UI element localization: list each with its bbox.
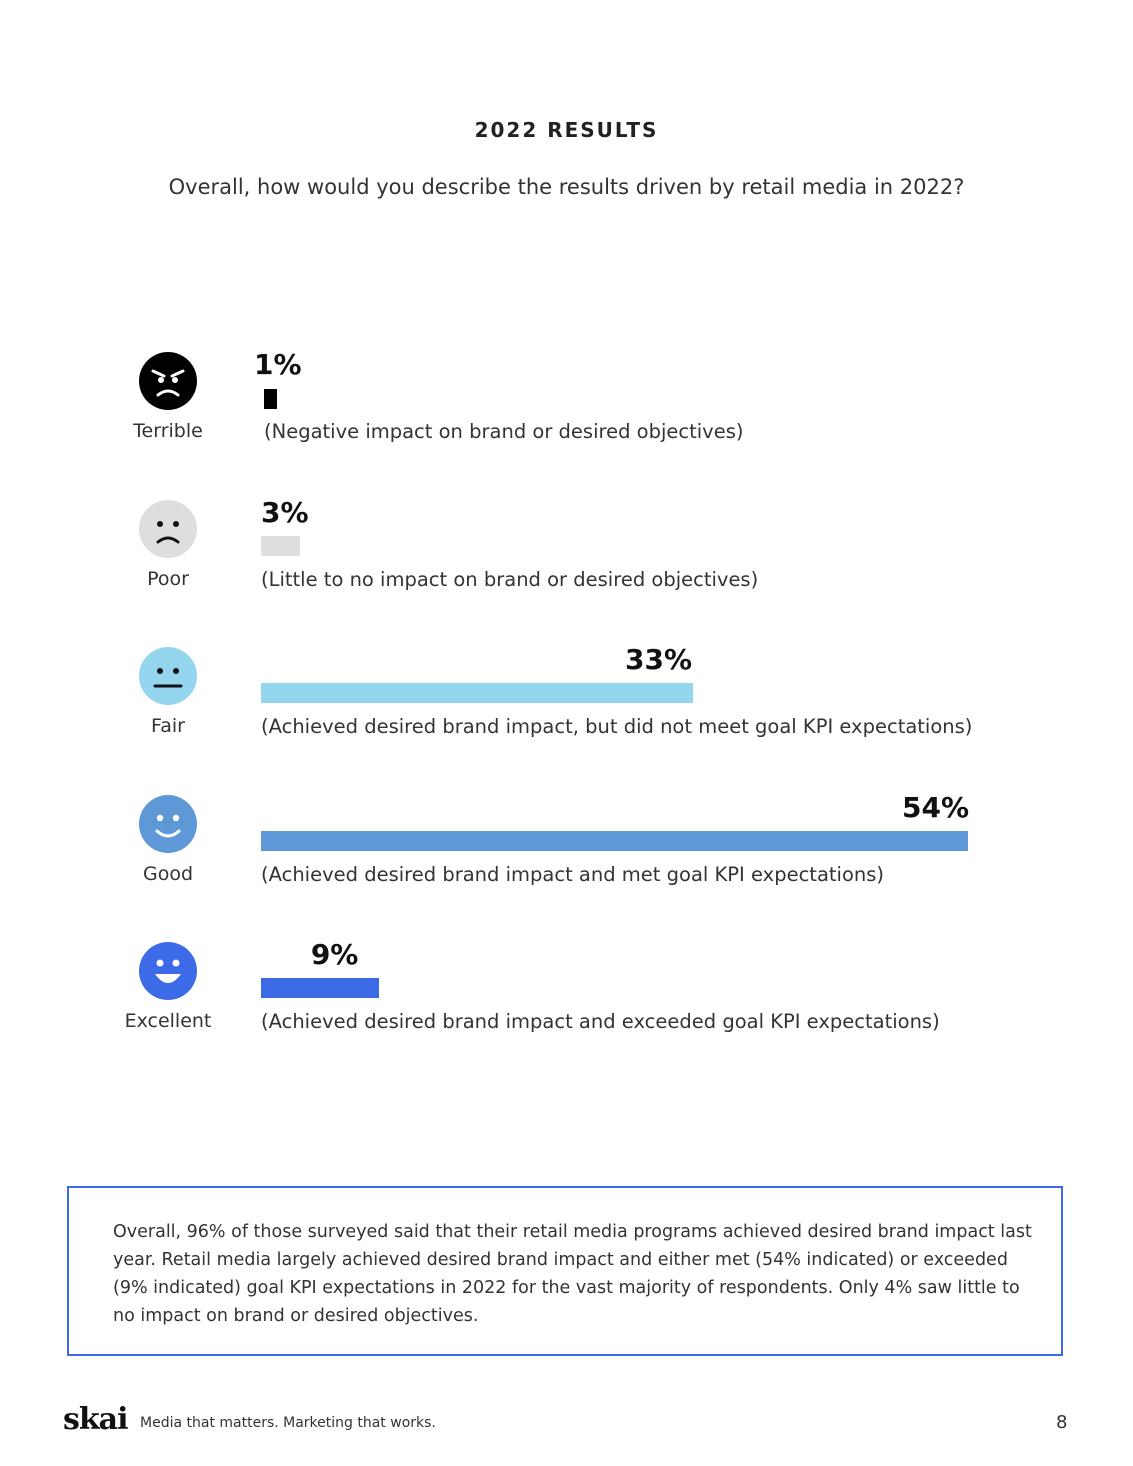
bar xyxy=(261,683,693,703)
rating-row xyxy=(0,793,1133,903)
rating-row xyxy=(0,645,1133,755)
bar xyxy=(264,389,277,409)
rating-description: (Achieved desired brand impact and met goal KPI expectations) xyxy=(261,863,885,886)
sad-face-icon xyxy=(139,500,197,558)
rating-label: Poor xyxy=(147,568,189,590)
footer-tagline: Media that matters. Marketing that works. xyxy=(140,1415,436,1431)
rating-description: (Achieved desired brand impact, but did not meet goal KPI expectations) xyxy=(261,715,973,738)
rating-label: Excellent xyxy=(124,1010,212,1032)
skai-logo: skai xyxy=(63,1402,128,1437)
neutral-face-icon xyxy=(139,647,197,705)
rating-row xyxy=(0,940,1133,1050)
summary-box xyxy=(67,1186,1063,1356)
bar xyxy=(261,536,300,556)
grinning-face-icon xyxy=(139,942,197,1000)
summary-text: Overall, 96% of those surveyed said that their retail media programs achieved desired brand impact last year. Retail media largely achieved desired brand impact and either met (54% indicated) or exceeded (9% indicated) goal KPI expectations in 2022 for the vast majority of respondents. Only 4% saw little to no impact on brand or desired objectives. xyxy=(113,1222,1032,1326)
rating-label: Terrible xyxy=(133,420,203,442)
rating-description: (Little to no impact on brand or desired objectives) xyxy=(261,568,759,591)
bar xyxy=(261,831,968,851)
angry-face-icon xyxy=(139,352,197,410)
rating-row xyxy=(0,498,1133,608)
value-label: 33% xyxy=(625,643,693,676)
page-number: 8 xyxy=(1056,1412,1068,1433)
value-label: 1% xyxy=(254,348,302,381)
survey-question: Overall, how would you describe the results driven by retail media in 2022? xyxy=(168,175,965,199)
rating-description: (Achieved desired brand impact and exceeded goal KPI expectations) xyxy=(261,1010,940,1033)
bar xyxy=(261,978,379,998)
value-label: 54% xyxy=(902,791,970,824)
rating-label: Good xyxy=(142,863,194,885)
section-title: 2022 RESULTS xyxy=(474,118,659,142)
rating-label: Fair xyxy=(151,715,185,737)
smiling-face-icon xyxy=(139,795,197,853)
rating-description: (Negative impact on brand or desired objectives) xyxy=(264,420,744,443)
rating-row xyxy=(0,350,1133,460)
value-label: 3% xyxy=(261,496,309,529)
value-label: 9% xyxy=(310,938,359,971)
